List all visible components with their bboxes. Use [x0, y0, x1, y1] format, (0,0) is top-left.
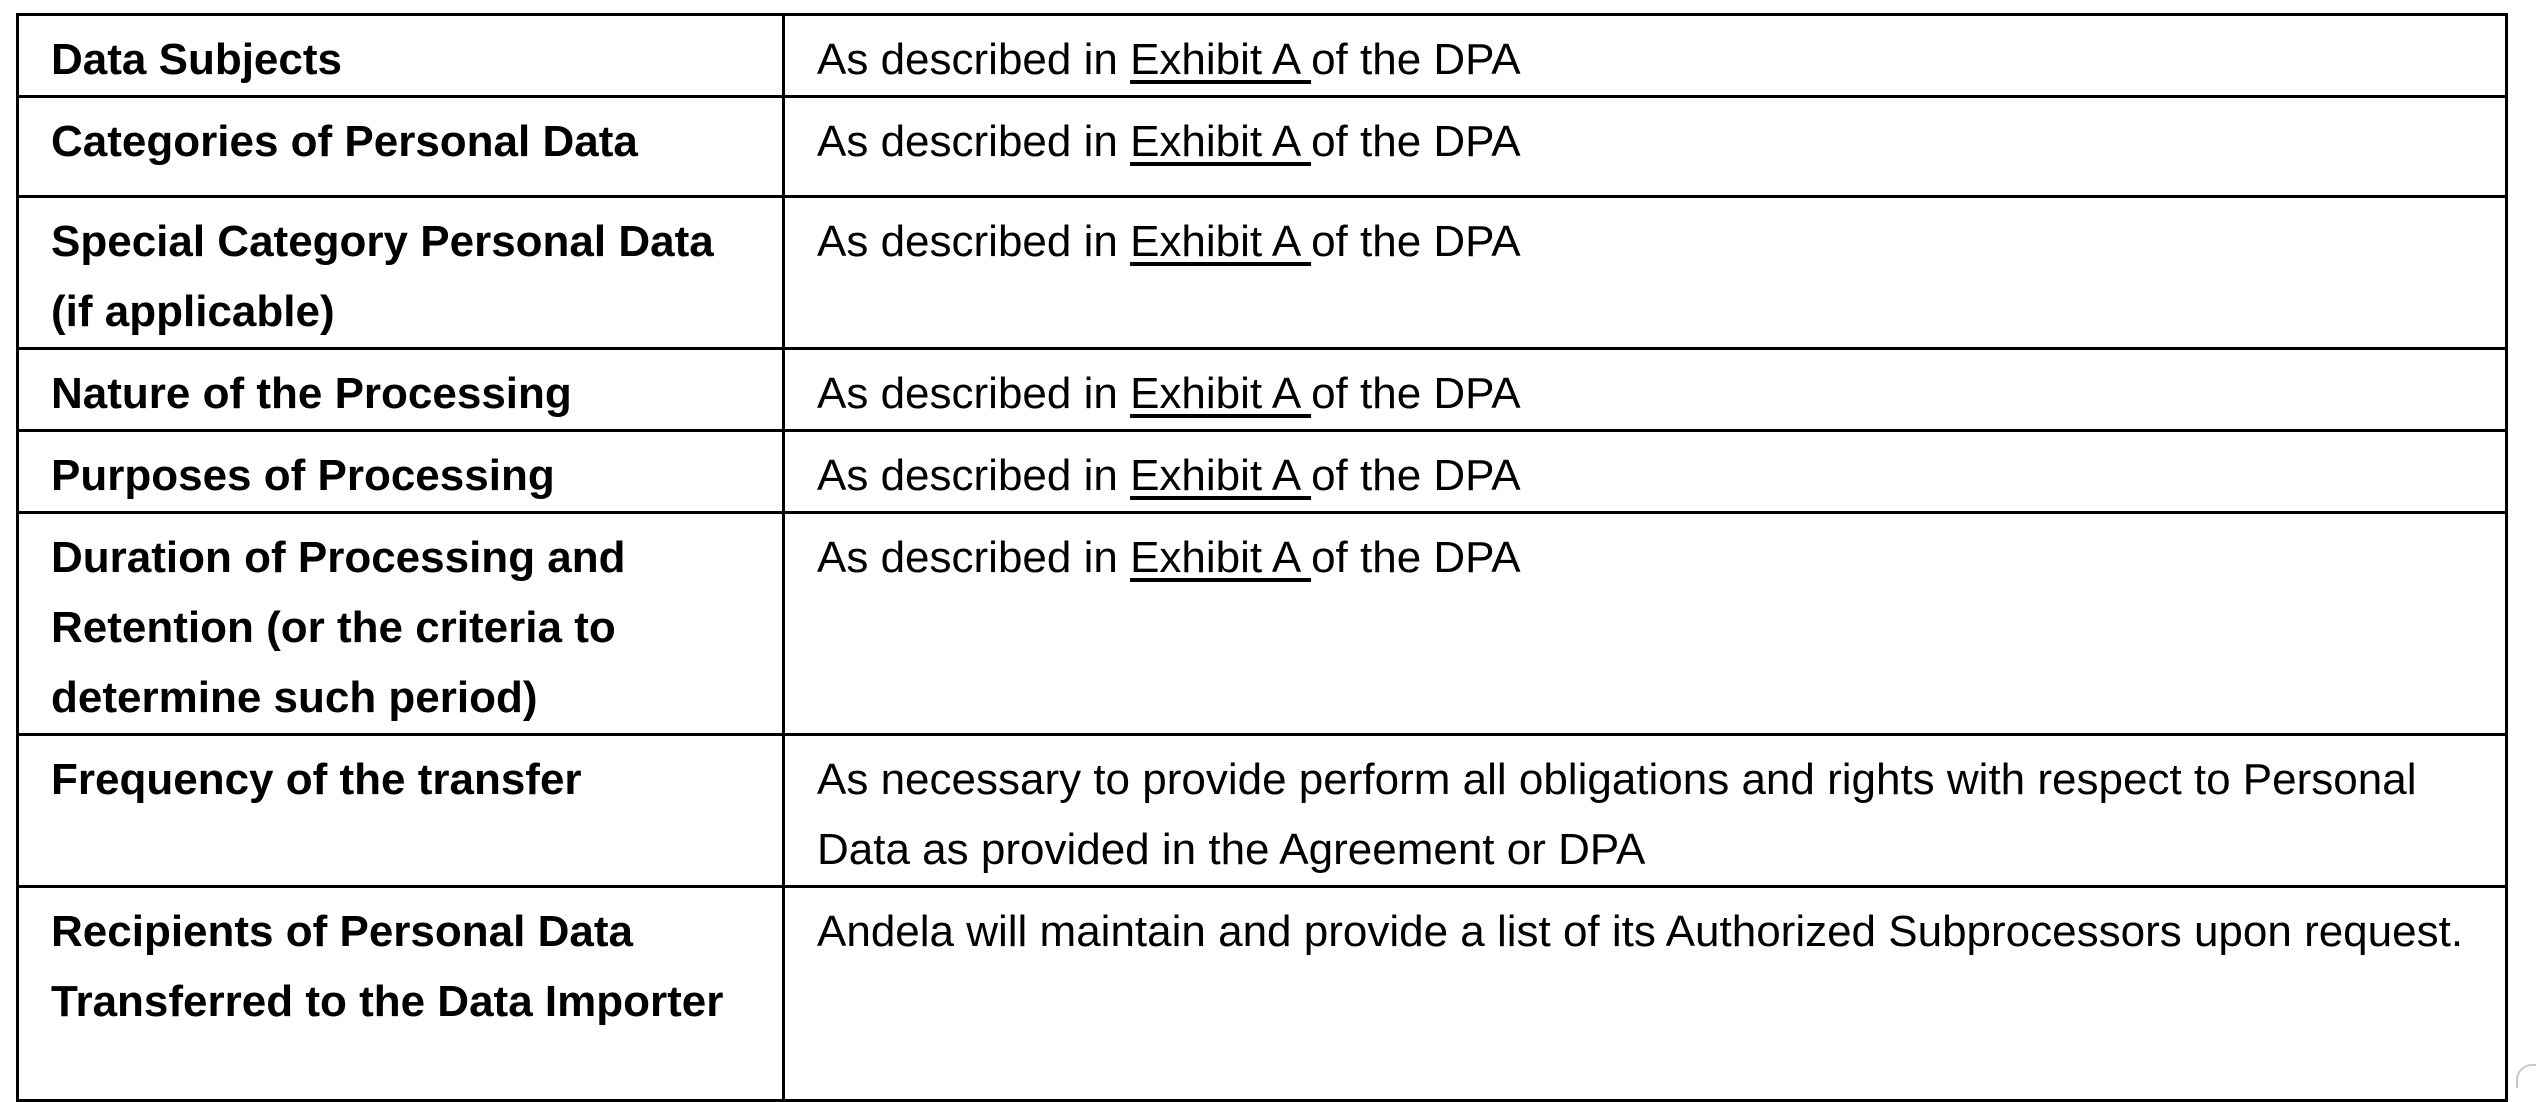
value-prefix: As described in — [817, 533, 1131, 582]
row-label: Data Subjects — [18, 15, 784, 97]
row-value — [784, 15, 2507, 97]
exhibit-a-link[interactable]: Exhibit A — [1130, 35, 1312, 84]
value-prefix: As described in — [817, 451, 1131, 500]
value-prefix: As described in — [817, 217, 1131, 266]
value-prefix: As described in — [817, 369, 1131, 418]
table-row — [18, 431, 2507, 513]
table-row — [18, 735, 2507, 887]
table-row — [18, 15, 2507, 97]
row-value — [784, 349, 2507, 431]
row-label: Nature of the Processing — [18, 349, 784, 431]
value-prefix: As described in — [817, 117, 1131, 166]
scroll-corner-icon — [2516, 1064, 2536, 1088]
row-value — [784, 513, 2507, 735]
value-prefix: As described in — [817, 35, 1131, 84]
value-suffix: of the DPA — [1311, 451, 1521, 500]
table-row — [18, 97, 2507, 197]
value-suffix: of the DPA — [1311, 117, 1521, 166]
row-label: Duration of Processing and Retention (or the criteria to determine such period) — [18, 513, 784, 735]
table-row — [18, 349, 2507, 431]
exhibit-a-link[interactable]: Exhibit A — [1130, 451, 1312, 500]
value-suffix: of the DPA — [1311, 217, 1521, 266]
row-label: Categories of Personal Data — [18, 97, 784, 197]
row-label: Special Category Personal Data (if applicable) — [18, 197, 784, 349]
value-suffix: of the DPA — [1311, 35, 1521, 84]
row-label: Recipients of Personal Data Transferred to the Data Importer — [18, 887, 784, 1101]
exhibit-a-link[interactable]: Exhibit A — [1130, 217, 1312, 266]
row-label: Purposes of Processing — [18, 431, 784, 513]
value-suffix: of the DPA — [1311, 533, 1521, 582]
row-value — [784, 431, 2507, 513]
row-label: Frequency of the transfer — [18, 735, 784, 887]
exhibit-a-link[interactable]: Exhibit A — [1130, 533, 1312, 582]
value-suffix: of the DPA — [1311, 369, 1521, 418]
row-value — [784, 97, 2507, 197]
row-value: As necessary to provide perform all obligations and rights with respect to Personal Data as provided in the Agreement or DPA — [784, 735, 2507, 887]
exhibit-a-link[interactable]: Exhibit A — [1130, 369, 1312, 418]
table-row — [18, 197, 2507, 349]
processing-details-table — [16, 13, 2508, 1102]
table-row — [18, 513, 2507, 735]
table-row — [18, 887, 2507, 1101]
row-value: Andela will maintain and provide a list of its Authorized Subprocessors upon request. — [784, 887, 2507, 1101]
row-value — [784, 197, 2507, 349]
exhibit-a-link[interactable]: Exhibit A — [1130, 117, 1312, 166]
